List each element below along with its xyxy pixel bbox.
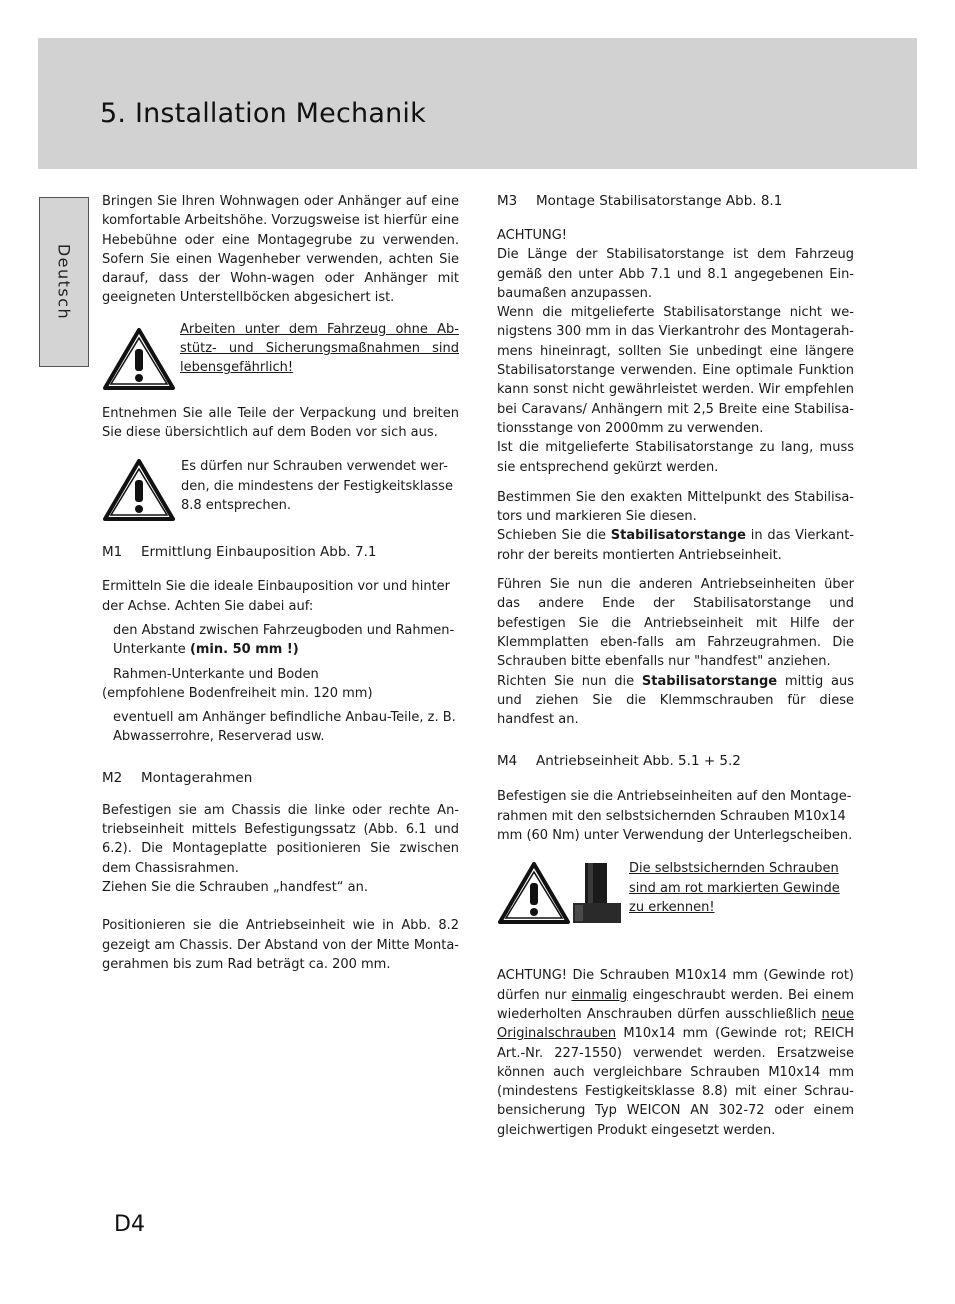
- m3-paragraph-7: Richten Sie nun die Stabilisatorstange mittig aus und ziehen Sie die Klemmschrauben für diese handfest an.: [497, 673, 854, 728]
- m2-text-3: Positionieren sie die Antriebseinheit wie in Abb. 8.2 gezeigt am Chassis. Der Abstand von der Mitte Monta-gerahmen bis zum Rad beträgt ca. 200 mm.: [102, 918, 459, 972]
- m4-final-paragraph: ACHTUNG! Die Schrauben M10x14 mm (Gewinde rot) dürfen nur einmalig eingeschraubt werden. Bei einem wiederholten Anschrauben dürfen ausschließlich neue Originalschrauben M10x14 mm (Gewinde rot; REICH Art.-Nr. 227-1550) verwendet werden. Ersatzweise können auch vergleichbare Schrauben M10x14 mm (mindestens Festigkeitsklasse 8.8) mit einer Schrau-bensicherung Typ WEICON AN 302-72 oder einem gleichwertigen Produkt eingesetzt werden.: [497, 968, 854, 1138]
- m3-paragraph-6: Führen Sie nun die anderen Antriebseinheiten über das andere Ende der Stabilisatorstange und befestigen Sie die Antriebseinheit mit Hilfe der Klemmplatten eben-falls am Fahrzeugrahmen. Die Schrauben bitte ebenfalls nur "handfest" anziehen.: [497, 577, 854, 670]
- warning-box-2: [102, 458, 459, 522]
- right-column: [497, 192, 854, 1140]
- section-m2-heading: M2 Montagerahmen: [102, 769, 253, 786]
- warning-2-text: Es dürfen nur Schrauben verwendet wer-den, die mindestens der Festigkeitsklasse 8.8 entsprechen.: [181, 459, 453, 513]
- page-title: 5. Installation Mechanik: [100, 98, 426, 129]
- header-bar: [38, 38, 917, 169]
- warning-box-3: [497, 861, 854, 925]
- m1-text: Ermitteln Sie die ideale Einbauposition vor und hinter der Achse. Achten Sie dabei auf:: [102, 579, 451, 614]
- screw-bolt-icon: [573, 861, 625, 925]
- m1-item-3: eventuell am Anhänger befindliche Anbau-Teile, z. B. Abwasserrohre, Reserverad usw.: [113, 710, 456, 745]
- m3-paragraph-5: Schieben Sie die Stabilisatorstange in das Vierkant-rohr der bereits montierten Antriebseinheit.: [497, 528, 854, 563]
- m2-text-1: Befestigen sie am Chassis die linke oder rechte An-triebseinheit mittels Befestigungssatz (Abb. 6.1 und 6.2). Die Montageplatte positionieren Sie zwischen dem Chassisrahmen.: [102, 802, 459, 876]
- section-m4-heading: M4 Antriebseinheit Abb. 5.1 + 5.2: [497, 753, 741, 770]
- language-tab-label: Deutsch: [54, 243, 74, 321]
- language-tab: [39, 197, 89, 367]
- m1-item-1: den Abstand zwischen Fahrzeugboden und Rahmen-Unterkante (min. 50 mm !): [113, 622, 455, 658]
- warning-triangle-icon: [102, 327, 176, 391]
- warning-triangle-icon: [102, 458, 176, 522]
- m4-paragraph-1: Befestigen sie die Antriebseinheiten auf den Montage-rahmen mit den selbstsichernden Schrauben M10x14 mm (60 Nm) unter Verwendung der Unterlegscheiben.: [497, 789, 853, 844]
- m3-paragraph-1: Die Länge der Stabilisatorstange ist dem Fahrzeug gemäß den unter Abb 7.1 und 8.1 angegebenen Ein-baumaßen anzupassen.: [497, 247, 854, 301]
- m1-item-2-note: (empfohlene Bodenfreiheit min. 120 mm): [102, 685, 373, 701]
- m2-text-2: Ziehen Sie die Schrauben „handfest“ an.: [102, 879, 369, 895]
- page-number: D4: [114, 1212, 145, 1237]
- m3-achtung: ACHTUNG!: [497, 228, 567, 243]
- m1-item-2: Rahmen-Unterkante und Boden: [113, 666, 319, 682]
- warning-3-text: Die selbstsichernden Schrauben sind am rot markierten Gewinde zu erkennen!: [629, 861, 840, 915]
- warning-triangle-icon: [497, 861, 571, 925]
- intro-paragraph: Bringen Sie Ihren Wohnwagen oder Anhänger auf eine komfortable Arbeitshöhe. Vorzugsweise ist hierfür eine Hebebühne oder eine Montagegrube zu verwenden. Sofern Sie einen Wagenheber verwenden, achten Sie darauf, dass der Wohn-wagen oder Anhänger mit geeigneten Unterstellböcken abgesichert ist.: [102, 194, 459, 306]
- left-column: [102, 192, 459, 974]
- m3-paragraph-3: Ist die mitgelieferte Stabilisatorstange zu lang, muss sie entsprechend gekürzt werden.: [497, 440, 854, 475]
- section-m3-heading: M3 Montage Stabilisatorstange Abb. 8.1: [497, 193, 783, 209]
- m3-paragraph-4: Bestimmen Sie den exakten Mittelpunkt des Stabilisa-tors und markieren Sie diesen.: [497, 489, 854, 525]
- unpack-paragraph: Entnehmen Sie alle Teile der Verpackung und breiten Sie diese übersichtlich auf dem Boden vor sich aus.: [102, 405, 459, 441]
- warning-box-1: [102, 321, 459, 391]
- section-m1-heading: M1 Ermittlung Einbauposition Abb. 7.1: [102, 544, 377, 561]
- m3-paragraph-2: Wenn die mitgelieferte Stabilisatorstange nicht we-nigstens 300 mm in das Vierkantrohr des Montagerah-mens hineinragt, sollten Sie unbedingt eine längere Stabilisatorstange verwenden. Eine optimale Funktion kann sonst nicht gewährleistet werden. Wir empfehlen bei Caravans/ Anhängern mit 2,5 Breite eine Stabilisa-tionsstange von 2000mm zu verwenden.: [497, 305, 854, 436]
- warning-1-text: Arbeiten unter dem Fahrzeug ohne Ab-stütz- und Sicherungsmaßnahmen sind lebensgefährlich!: [180, 321, 459, 376]
